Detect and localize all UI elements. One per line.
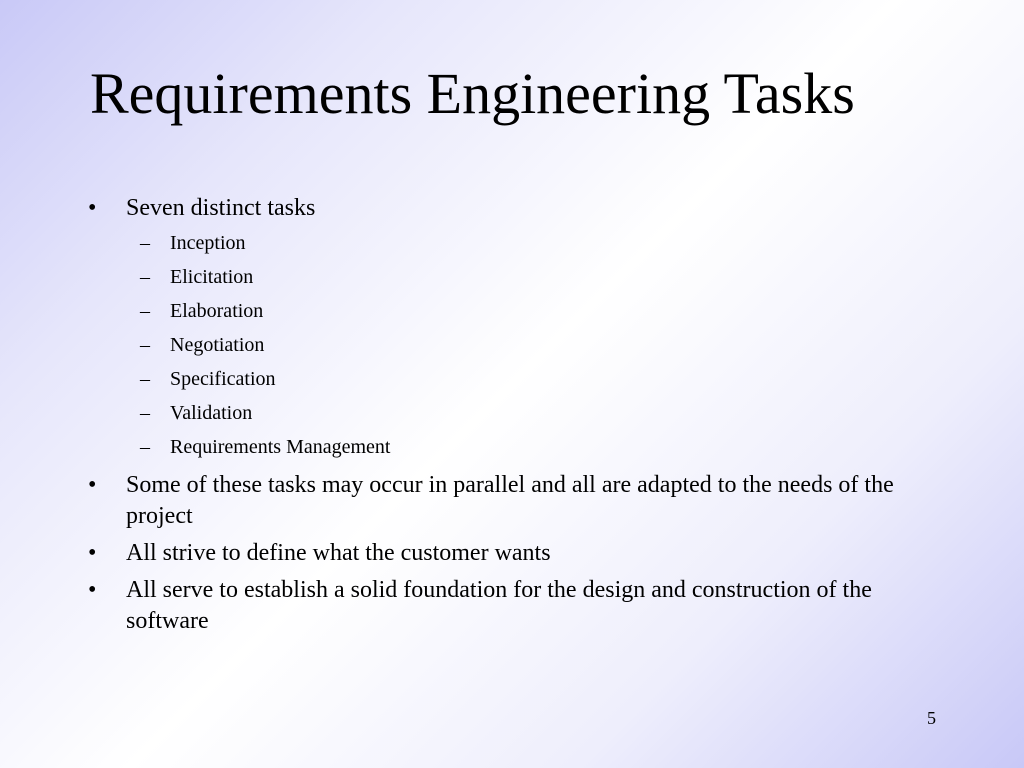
sub-item-text: Elaboration	[170, 300, 264, 322]
bullet-item	[86, 575, 956, 637]
sub-item	[86, 396, 956, 430]
bullet-item	[86, 470, 956, 532]
bullet-icon: •	[88, 472, 97, 498]
sub-item-text: Negotiation	[170, 334, 265, 356]
sub-item-text: Elicitation	[170, 266, 254, 288]
sub-item	[86, 362, 956, 396]
dash-icon: –	[140, 436, 150, 458]
sub-item	[86, 430, 956, 464]
dash-icon: –	[140, 334, 150, 356]
dash-icon: –	[140, 402, 150, 424]
slide-title: Requirements Engineering Tasks	[90, 61, 855, 126]
slide-content	[86, 193, 956, 643]
dash-icon: –	[140, 300, 150, 322]
sub-item-text: Requirements Management	[170, 436, 391, 458]
sub-item	[86, 294, 956, 328]
sub-item	[86, 260, 956, 294]
sub-item-text: Specification	[170, 368, 276, 390]
bullet-item	[86, 538, 956, 569]
bullet-icon: •	[88, 577, 97, 603]
bullet-text: Seven distinct tasks	[126, 195, 316, 221]
dash-icon: –	[140, 232, 150, 254]
sub-list	[86, 226, 956, 464]
bullet-text: Some of these tasks may occur in parallel and all are adapted to the needs of the project	[126, 472, 894, 529]
sub-item	[86, 226, 956, 260]
sub-item	[86, 328, 956, 362]
sub-item-text: Validation	[170, 402, 253, 424]
bullet-icon: •	[88, 540, 97, 566]
bullet-icon: •	[88, 195, 97, 221]
bullet-text: All serve to establish a solid foundation for the design and construction of the software	[126, 577, 872, 634]
page-number: 5	[927, 708, 936, 728]
dash-icon: –	[140, 368, 150, 390]
sub-item-text: Inception	[170, 232, 246, 254]
dash-icon: –	[140, 266, 150, 288]
bullet-item	[86, 193, 956, 464]
bullet-text: All strive to define what the customer wants	[126, 540, 551, 566]
